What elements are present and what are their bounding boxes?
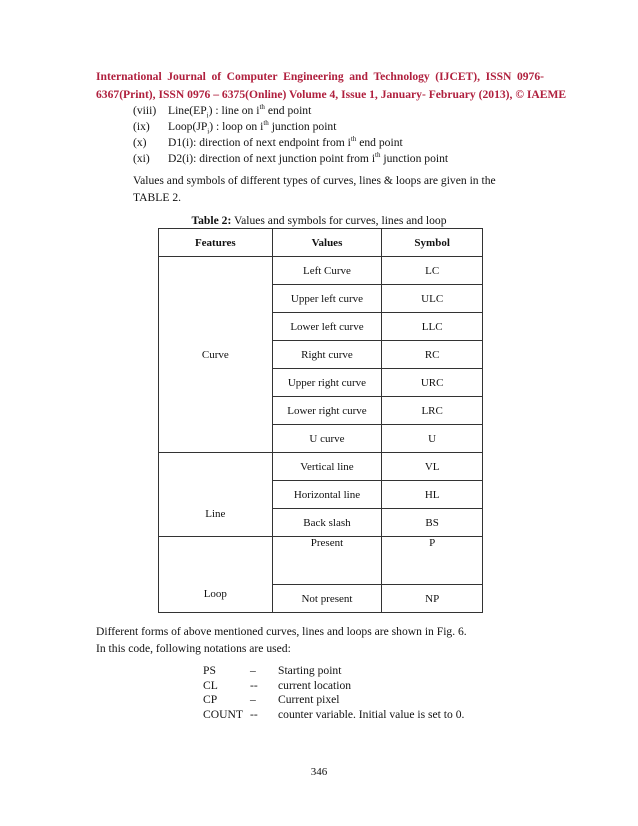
separator: –	[250, 693, 256, 706]
journal-header	[96, 68, 567, 104]
header-word: Technology	[373, 70, 430, 83]
header-line-1	[96, 68, 544, 86]
symbol-cell: BS	[382, 509, 483, 537]
value-cell: Lower left curve	[272, 313, 382, 341]
superscript: th	[263, 119, 269, 128]
item-text: ) : loop on i	[209, 120, 264, 133]
symbol-cell: HL	[382, 481, 483, 509]
column-header: Features	[159, 229, 273, 257]
header-word: International	[96, 70, 162, 83]
item-text: junction point	[268, 120, 337, 133]
subscript: i	[207, 127, 210, 136]
text-line: Different forms of above mentioned curves, lines and loops are shown in Fig. 6.	[96, 625, 467, 638]
item-number: (viii)	[133, 104, 157, 117]
header-word: Computer	[226, 70, 278, 83]
value-cell: Present	[272, 537, 382, 585]
feature-label: Loop	[203, 588, 227, 600]
separator: –	[250, 664, 256, 677]
superscript: th	[259, 103, 265, 112]
value-cell: Vertical line	[272, 453, 382, 481]
column-header: Symbol	[382, 229, 483, 257]
feature-cell	[159, 453, 273, 537]
header-word: ISSN	[485, 70, 512, 83]
symbol-cell: LRC	[382, 397, 483, 425]
list-item	[133, 119, 448, 135]
page-number: 346	[310, 766, 328, 778]
symbol-cell: LC	[382, 257, 483, 285]
list-item	[133, 151, 448, 167]
table-header-row	[159, 229, 483, 257]
closing-paragraph	[96, 623, 556, 657]
header-word: 0976-	[516, 70, 544, 83]
table-caption	[0, 214, 638, 227]
definition-item	[203, 708, 464, 723]
symbol-cell: U	[382, 425, 483, 453]
table-row	[159, 453, 483, 481]
item-number: (xi)	[133, 152, 150, 165]
separator: --	[250, 707, 258, 721]
value-cell: U curve	[272, 425, 382, 453]
notation-desc: counter variable. Initial value is set to 0.	[278, 707, 465, 721]
notation-key: CP	[203, 693, 218, 706]
item-text: junction point	[380, 152, 449, 165]
list-item	[133, 135, 448, 151]
symbol-cell: P	[382, 537, 483, 585]
header-word: Engineering	[283, 70, 344, 83]
notation-key: PS	[203, 664, 216, 677]
definition-item	[203, 664, 464, 679]
header-word: Journal	[167, 70, 206, 83]
item-text: Line(EP	[168, 104, 207, 117]
header-word: and	[349, 70, 368, 83]
definition-item	[203, 679, 464, 694]
body-paragraph: Values and symbols of different types of curves, lines & loops are given in the TABLE 2.	[133, 174, 496, 204]
notation-key: CL	[203, 678, 218, 692]
item-number: (ix)	[133, 120, 150, 133]
column-header: Values	[272, 229, 382, 257]
feature-label: Line	[205, 508, 226, 520]
value-cell: Lower right curve	[272, 397, 382, 425]
notation-desc: Starting point	[278, 664, 342, 677]
feature-cell	[159, 537, 273, 613]
table-row	[159, 537, 483, 585]
item-text: Loop(JP	[168, 120, 208, 133]
notation-list	[133, 103, 448, 167]
value-cell: Back slash	[272, 509, 382, 537]
value-cell: Upper left curve	[272, 285, 382, 313]
definition-item	[203, 693, 464, 708]
notation-key: COUNT	[203, 707, 243, 721]
symbol-cell: LLC	[382, 313, 483, 341]
separator: --	[250, 678, 258, 692]
header-word: (IJCET),	[435, 70, 481, 83]
value-cell: Upper right curve	[272, 369, 382, 397]
table-row	[159, 257, 483, 285]
superscript: th	[350, 135, 357, 144]
item-text: D2(i): direction of next junction point from i	[168, 152, 376, 165]
item-text: D1(i): direction of next endpoint from i	[168, 136, 351, 149]
value-cell: Left Curve	[272, 257, 382, 285]
notation-definitions	[203, 664, 464, 722]
list-item	[133, 103, 448, 119]
item-text: end point	[264, 104, 312, 117]
subscript: i	[206, 111, 209, 120]
header-line-2: 6367(Print), ISSN 0976 – 6375(Online) Volume 4, Issue 1, January- February (2013), © IAEME	[96, 88, 567, 101]
header-word: of	[211, 70, 222, 83]
text-line: In this code, following notations are used:	[96, 642, 291, 655]
symbol-cell: NP	[382, 585, 483, 613]
value-cell: Right curve	[272, 341, 382, 369]
item-text: end point	[356, 136, 403, 149]
item-number: (x)	[133, 136, 147, 149]
value-cell: Not present	[272, 585, 382, 613]
notation-desc: Current pixel	[278, 693, 340, 706]
superscript: th	[375, 151, 381, 160]
caption-label: Table 2:	[191, 214, 232, 227]
symbol-cell: RC	[382, 341, 483, 369]
symbol-cell: URC	[382, 369, 483, 397]
caption-text: Values and symbols for curves, lines and loop	[231, 214, 447, 227]
item-text: ) : line on i	[208, 104, 260, 117]
symbol-cell: VL	[382, 453, 483, 481]
value-cell: Horizontal line	[272, 481, 382, 509]
feature-cell: Curve	[159, 257, 273, 453]
symbol-cell: ULC	[382, 285, 483, 313]
notation-desc: current location	[278, 678, 352, 692]
values-symbols-table	[158, 228, 483, 613]
